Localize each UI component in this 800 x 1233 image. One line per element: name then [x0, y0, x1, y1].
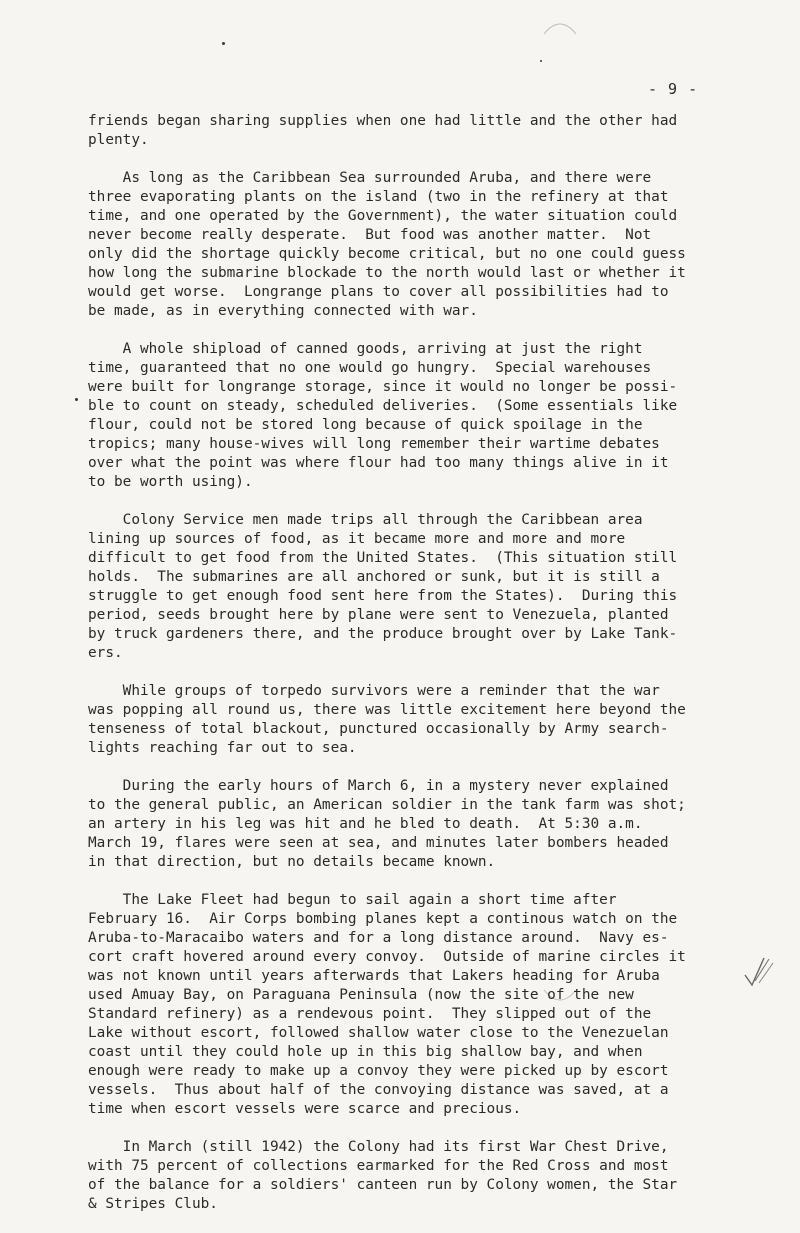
paragraph: friends began sharing supplies when one had little and the other had plenty. [88, 113, 678, 148]
page-number: - 9 - [648, 80, 699, 98]
paragraph: As long as the Caribbean Sea surrounded Aruba, and there were three evaporating plants on the island (two in the refinery at that time, and one operated by the Government), the water situation could never become really desperate. But food was another matter. Not only did the shortage quickly become critical, but no one could guess how long the submarine blockade to the north would last or whether it would get worse. Longrange plans to cover all possibilities had to be made, as in everything connected with war. [88, 170, 686, 319]
paragraph: In March (still 1942) the Colony had its first War Chest Drive, with 75 percent of collections earmarked for the Red Cross and most of the balance for a soldiers' canteen run by Colony women, the Star & Stripes Club. [88, 1139, 678, 1212]
scan-speck [75, 398, 78, 401]
paragraph: A whole shipload of canned goods, arriving at just the right time, guaranteed that no one would go hungry. Special warehouses were built for longrange storage, since it would no longer be possi- ble to count on steady, scheduled deliveries. (Some essentials like flour, could not be stored long because of quick spoilage in the tropics; many house-wives will long remember their wartime debates over what the point was where flour had too many things alive in it to be worth using). [88, 341, 678, 490]
scan-speck [222, 42, 225, 45]
document-body [88, 112, 748, 1233]
paragraph: Colony Service men made trips all through the Caribbean area lining up sources of food, as it became more and more and more difficult to get food from the United States. (This situation still holds. The submarines are all anchored or sunk, but it is still a struggle to get enough food sent here from the States). During this period, seeds brought here by plane were sent to Venezuela, planted by truck gardeners there, and the produce brought over by Lake Tank- ers. [88, 512, 678, 661]
hole-punch-arc-icon [540, 16, 580, 36]
paragraph: While groups of torpedo survivors were a reminder that the war was popping all round us, there was little excitement here beyond the tenseness of total blackout, punctured occasionally by Army search- lights reaching far out to sea. [88, 683, 686, 756]
scan-speck [540, 60, 542, 62]
paragraph: The Lake Fleet had begun to sail again a short time after February 16. Air Corps bombing planes kept a continous watch on the Aruba-to-Maracaibo waters and for a long distance around. Navy es- cort craft hovered around every convoy. Outside of marine circles it was not known until years afterwards that Lakers heading for Aruba used Amuay Bay, on Paraguana Peninsula (now the site of the new Standard refinery) as a rendevous point. They slipped out of the Lake without escort, followed shallow water close to the Venezuelan coast until they could hole up in this big shallow bay, and when enough were ready to make up a convoy they were picked up by escort vessels. Thus about half of the convoying distance was saved, at a time when escort vessels were scarce and precious. [88, 892, 686, 1117]
pencil-check-mark-icon [742, 955, 776, 989]
paragraph: During the early hours of March 6, in a mystery never explained to the general public, an American soldier in the tank farm was shot; an artery in his leg was hit and he bled to death. At 5:30 a.m. March 19, flares were seen at sea, and minutes later bombers headed in that direction, but no details became known. [88, 778, 686, 870]
